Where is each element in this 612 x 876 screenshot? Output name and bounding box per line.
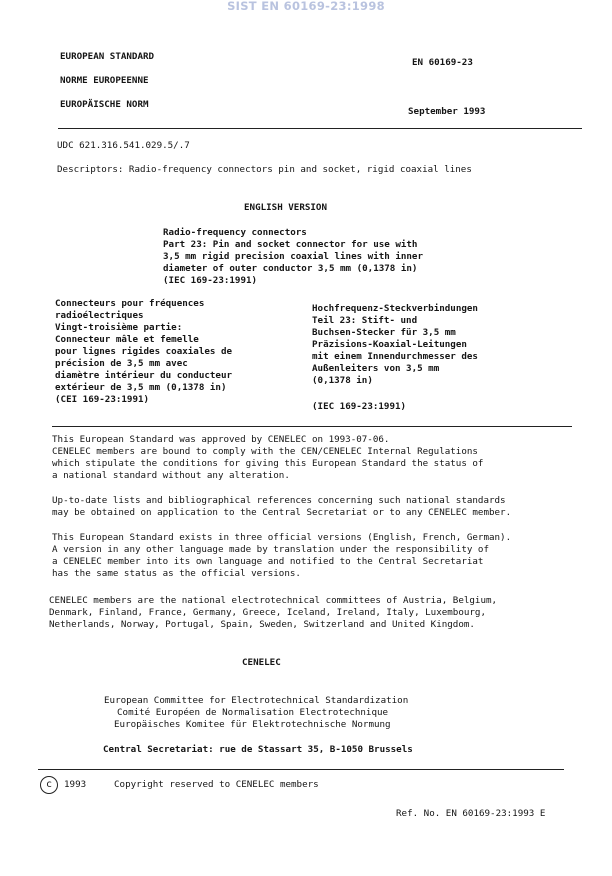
paragraph-line: Denmark, Finland, France, Germany, Greece, Iceland, Ireland, Italy, Luxembourg, — [49, 607, 486, 618]
german-title-line: Buchsen-Stecker für 3,5 mm — [312, 327, 456, 338]
english-title — [163, 227, 423, 287]
paragraph-line: A version in any other language made by translation under the responsibility of — [52, 544, 489, 555]
english-title-line: Radio-frequency connectors — [163, 227, 307, 238]
watermark: SIST EN 60169-23:1998 — [227, 0, 385, 13]
standard-number: EN 60169-23 — [412, 57, 473, 68]
paragraph-line: has the same status as the official versions. — [52, 568, 301, 579]
french-title-line: radioélectriques — [55, 310, 144, 321]
descriptors: Descriptors: Radio-frequency connectors pin and socket, rigid coaxial lines — [57, 164, 472, 175]
footer-divider — [38, 769, 564, 770]
paragraph-line: CENELEC members are the national electrotechnical committees of Austria, Belgium, — [49, 595, 498, 606]
versions-paragraph — [52, 532, 511, 580]
german-title-line: mit einem Innendurchmesser des — [312, 351, 478, 362]
titles-divider — [52, 426, 572, 427]
german-title-line: Teil 23: Stift- und — [312, 315, 418, 326]
french-title-line: (CEI 169-23:1991) — [55, 394, 150, 405]
paragraph-line: may be obtained on application to the Central Secretariat or to any CENELEC member. — [52, 507, 512, 518]
french-title-line: extérieur de 3,5 mm (0,1378 in) — [55, 382, 227, 393]
english-title-line: Part 23: Pin and socket connector for use with — [163, 239, 418, 250]
german-title-ref: (IEC 169-23:1991) — [312, 401, 407, 412]
publication-date: September 1993 — [408, 106, 486, 117]
version-label: ENGLISH VERSION — [244, 202, 327, 213]
paragraph-line: a national standard without any alteration. — [52, 470, 290, 481]
french-title-line: Vingt-troisième partie: — [55, 322, 183, 333]
german-title-line: Außenleiters von 3,5 mm — [312, 363, 440, 374]
copyright-year: 1993 — [64, 779, 87, 790]
copyright-icon: c — [40, 776, 58, 794]
french-title-line: Connecteur mâle et femelle — [55, 334, 199, 345]
french-title-line: pour lignes rigides coaxiales de — [55, 346, 233, 357]
german-title-line: Präzisions-Koaxial-Leitungen — [312, 339, 467, 350]
title-de: EUROPÄISCHE NORM — [60, 99, 149, 110]
title-en: EUROPEAN STANDARD — [60, 51, 155, 62]
udc-code: UDC 621.316.541.029.5/.7 — [57, 140, 190, 151]
central-secretariat: Central Secretariat: rue de Stassart 35, B-1050 Brussels — [103, 744, 413, 755]
paragraph-line: Netherlands, Norway, Portugal, Spain, Sweden, Switzerland and United Kingdom. — [49, 619, 475, 630]
german-title-line: (0,1378 in) — [312, 375, 373, 386]
paragraph-line: This European Standard was approved by CENELEC on 1993-07-06. — [52, 434, 390, 445]
org-name-de: Europäisches Komitee für Elektrotechnische Normung — [114, 719, 391, 730]
paragraph-line: Up-to-date lists and bibliographical references concerning such national standards — [52, 495, 506, 506]
org-name-en: European Committee for Electrotechnical Standardization — [104, 695, 409, 706]
org-name-fr: Comité Européen de Normalisation Electrotechnique — [117, 707, 389, 718]
english-title-line: 3,5 mm rigid precision coaxial lines with inner — [163, 251, 423, 262]
english-title-line: diameter of outer conductor 3,5 mm (0,1378 in) — [163, 263, 418, 274]
copyright-text: Copyright reserved to CENELEC members — [114, 779, 319, 790]
title-fr: NORME EUROPEENNE — [60, 75, 149, 86]
french-title-line: diamètre intérieur du conducteur — [55, 370, 233, 381]
approval-paragraph — [52, 434, 483, 482]
reference-number: Ref. No. EN 60169-23:1993 E — [396, 808, 546, 819]
org-name: CENELEC — [242, 657, 281, 668]
french-title-line: précision de 3,5 mm avec — [55, 358, 188, 369]
paragraph-line: a CENELEC member into its own language and notified to the Central Secretariat — [52, 556, 484, 567]
paragraph-line: CENELEC members are bound to comply with the CEN/CENELEC Internal Regulations — [52, 446, 478, 457]
french-title — [55, 298, 232, 406]
references-paragraph — [52, 495, 511, 519]
paragraph-line: This European Standard exists in three official versions (English, French, German). — [52, 532, 512, 543]
english-title-line: (IEC 169-23:1991) — [163, 275, 258, 286]
german-title — [312, 303, 478, 387]
german-title-line: Hochfrequenz-Steckverbindungen — [312, 303, 478, 314]
members-paragraph — [49, 595, 497, 631]
french-title-line: Connecteurs pour fréquences — [55, 298, 205, 309]
header-divider — [58, 128, 582, 129]
paragraph-line: which stipulate the conditions for giving this European Standard the status of — [52, 458, 484, 469]
